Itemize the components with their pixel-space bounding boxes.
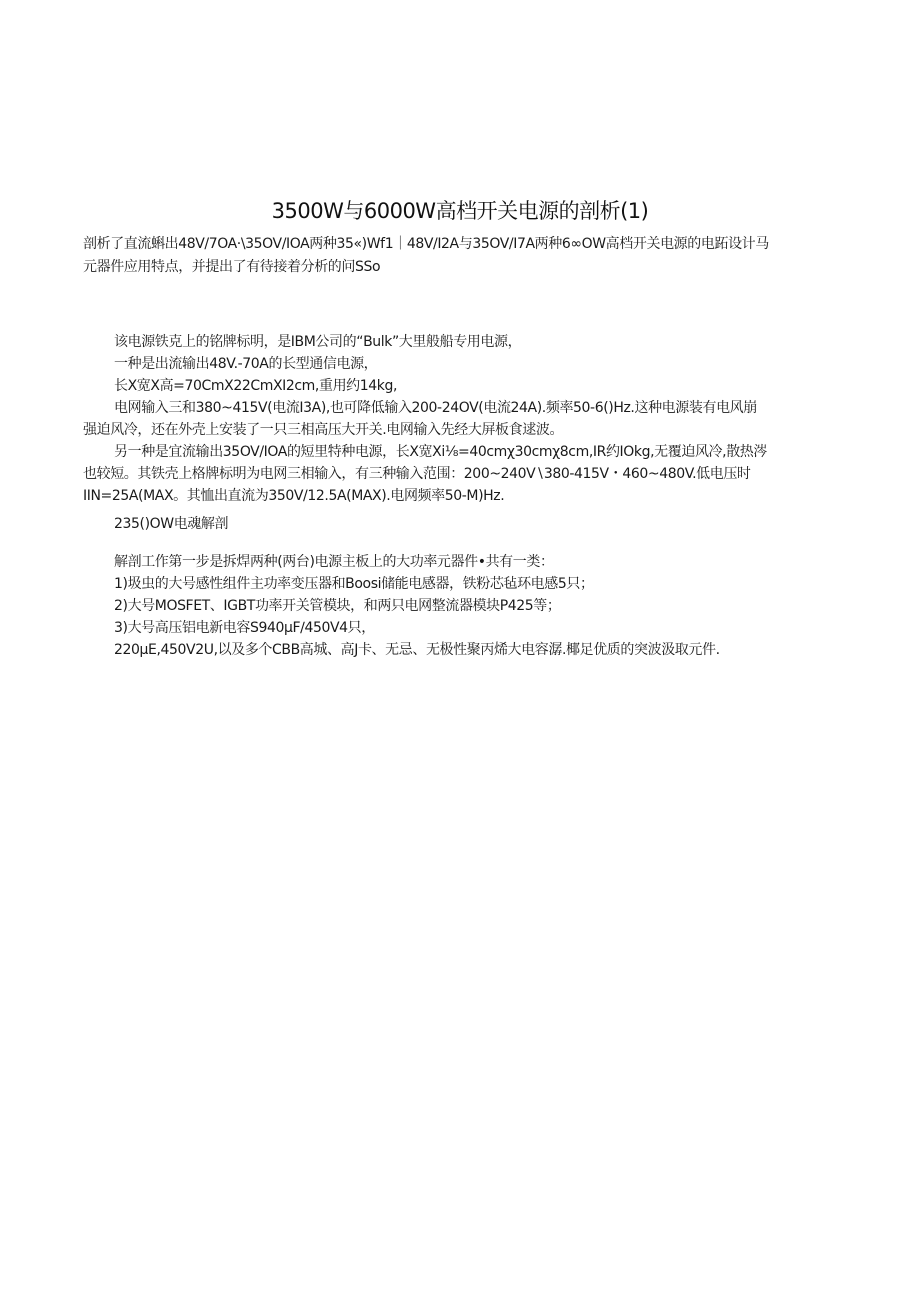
paragraph-grid-input-cont: 强迫风冷，还在外壳上安装了一只三相高压大开关.电网输入先经大屏板食逑波。 — [83, 422, 564, 438]
document-title: 3500W与6000W高档开关电源的剖析(1) — [271, 199, 649, 223]
section-heading: 235()OW电魂解剖 — [114, 516, 229, 532]
paragraph-dc-supply: 另一种是宜流输出35OV/IOA的短里特种电源，长X宽Xi⅛=40cmχ30cmχ8cm,IR约IOkg,无覆迫风冷,散热涔 — [114, 444, 767, 460]
abstract-line: 剖析了直流蝌出48V/7OA·\35OV/IOA两种35«)Wf1｜48V/I2A与35OV/I7A两种6∞OW高档开关电源的电跖设计马 — [83, 236, 769, 252]
paragraph-dissection: 解剖工作第一步是拆焊两种(两台)电源主板上的大功率元器件•共有一类： — [114, 554, 554, 570]
paragraph-nameplate: 该电源铁克上的铭牌标明，是IBM公司的“Bulk”大里般船专用电源， — [114, 334, 522, 350]
list-item: 220μE,450V2U,以及多个CBB高城、高J卡、无忌、无极性聚丙烯大电容潺.椰足优质的突波汲取元件. — [114, 642, 720, 658]
paragraph-grid-input: 电网输入三和380~415V(电流I3A),也可降低输入200-24OV(电流24A).频率50-6()Hz.这种电源装有电风崩 — [114, 400, 757, 416]
paragraph-dc-supply-cont: 也较短。其铁壳上格牌标明为电网三相输入，有三种输入范围：200~240V∖380-415V・460~480V.低电压时 — [83, 466, 751, 482]
abstract-line: 元器件应用特点，并提出了有待接着分析的问SSo — [83, 259, 381, 275]
abstract — [83, 233, 803, 279]
document-body — [83, 331, 803, 661]
list-item: 3)大号高压铝电新电容S940μF∕450V4只， — [114, 620, 375, 636]
paragraph-dc-supply-cont: IIN=25A(MAX。其恤出直流为350V/12.5A(MAX).电网频率50-M)Hz. — [83, 488, 505, 504]
list-item: 2)大号MOSFET、IGBT功率开关管模块，和两只电网整流器模块P425等； — [114, 598, 561, 614]
paragraph-telecom-supply: 一种是出流输出48V.-70A的长型通信电源， — [114, 356, 378, 372]
paragraph-dimensions: 长X宽X高=70CmX22CmXI2cm,重用约14kg, — [114, 378, 398, 394]
list-item: 1)圾虫的大号感性组件主功率变压器和Boosi储能电感器，铁粉芯毡环电感5只； — [114, 576, 594, 592]
